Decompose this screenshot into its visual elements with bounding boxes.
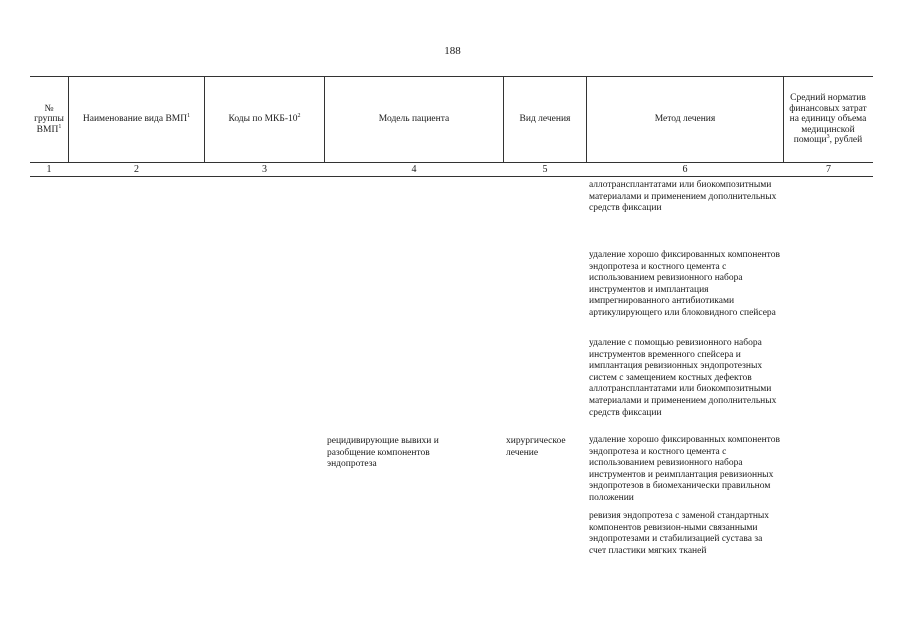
column-number: 3 — [262, 164, 267, 175]
column-number: 2 — [134, 164, 139, 175]
header-group-number: № группы ВМП$^1$ — [34, 103, 64, 135]
page-number: 188 — [444, 45, 461, 57]
treatment-method-item: ревизия эндопротеза с заменой стандартных компонентов ревизион-ными связанными эндопротезами и стабилизацией сустава за счет пластики мягких тканей — [589, 511, 770, 556]
header-patient-model: Модель пациента — [378, 114, 450, 125]
column-number: 4 — [411, 164, 417, 175]
header-bottom-border — [30, 162, 873, 163]
header-average-cost: Средний норматив финансовых затрат на единицу объема медицинской помощи$^3$, рублей — [789, 93, 867, 146]
header-vmp-name: Наименование вида ВМП$^1$ — [82, 113, 191, 125]
header-treatment-method: Метод лечения — [654, 114, 716, 125]
treatment-method-item: удаление с помощью ревизионного набора инструментов временного спейсера и имплантация ревизионных эндопротезных систем с замещением костных дефектов аллотрансплантатами или биокомпозитными материалами и применением дополнительных средств фиксации — [589, 338, 777, 418]
treatment-method-item: аллотрансплантатами или биокомпозитными материалами и применением дополнительных средств фиксации — [589, 180, 777, 214]
header-treatment-type: Вид лечения — [519, 114, 571, 125]
column-number: 6 — [682, 164, 688, 175]
treatment-method-item: удаление хорошо фиксированных компонентов эндопротеза и костного цемента с использованием ревизионного набора инструментов и имплантация импрегнированного антибиотиками артикулирующего или блоковидного спейсера — [589, 250, 780, 318]
treatment-method-item: удаление хорошо фиксированных компонентов эндопротеза и костного цемента с использованием ревизионного набора инструментов и реимплантация ревизионных эндопротезов в биомеханически правильном положении — [589, 435, 780, 503]
column-number: 1 — [46, 164, 52, 175]
column-number: 7 — [826, 164, 831, 175]
patient-model-cell: рецидивирующие вывихи и разобщение компонентов эндопротеза — [327, 436, 439, 470]
column-divider — [783, 76, 784, 162]
column-numbers-bottom-border — [30, 176, 873, 177]
column-number: 5 — [542, 164, 548, 175]
treatment-type-cell: хирургическое лечение — [506, 436, 566, 458]
header-icd-codes: Коды по МКБ-$10^2$ — [228, 113, 301, 125]
